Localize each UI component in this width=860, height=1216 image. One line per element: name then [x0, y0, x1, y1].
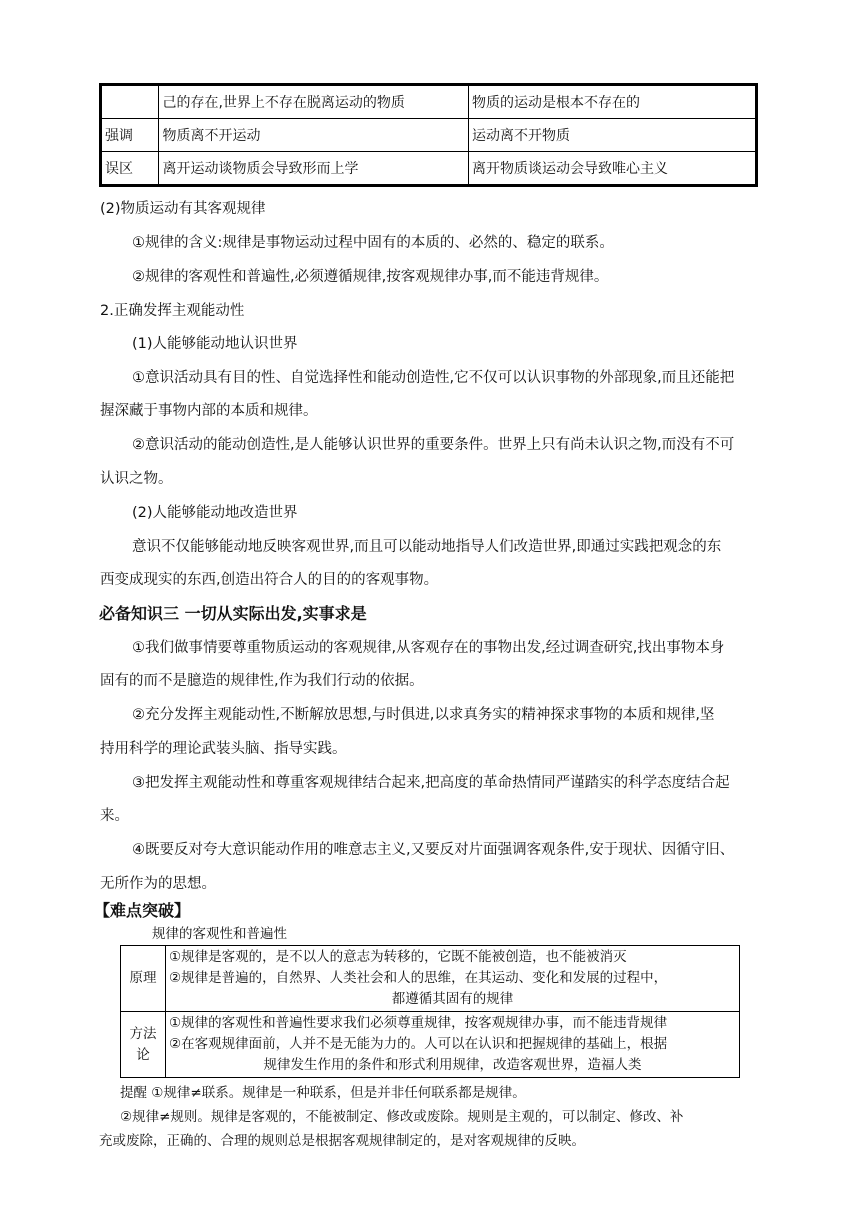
section-heading: 必备知识三 一切从实际出发,实事求是 [99, 604, 367, 623]
paragraph: 固有的而不是臆造的规律性,作为我们行动的依据。 [100, 673, 424, 689]
law-table [120, 945, 740, 1078]
comparison-table [99, 83, 758, 187]
table-cell-label [121, 1012, 166, 1078]
paragraph: 西变成现实的东西,创造出符合人的目的的客观事物。 [100, 572, 439, 588]
paragraph: 持用科学的理论武装头脑、指导实践。 [100, 741, 347, 757]
table-row [121, 1012, 740, 1078]
remind-line: 充或废除，正确的、合理的规则总是根据客观规律制定的，是对客观规律的反映。 [99, 1133, 585, 1149]
method-line: ②在客观规律面前，人并不是无能为力的。人可以在认识和把握规律的基础上，根据 [169, 1036, 668, 1052]
table-cell-label [121, 946, 166, 1012]
method-line: ①规律的客观性和普遍性要求我们必须尊重规律，按客观规律办事，而不能违背规律 [169, 1015, 668, 1031]
paragraph: ①我们做事情要尊重物质运动的客观规律,从客观存在的事物出发,经过调查研究,找出事物本身 [132, 640, 725, 656]
table-caption: 规律的客观性和普遍性 [152, 926, 287, 942]
table-row [101, 119, 757, 152]
paragraph: 握深藏于事物内部的本质和规律。 [100, 403, 318, 419]
subsection-title: (2)人能够能动地改造世界 [132, 505, 298, 521]
method-label: 论 [136, 1046, 150, 1063]
section-title: (2)物质运动有其客观规律 [100, 201, 266, 217]
method-label: 方法 [129, 1025, 157, 1042]
table-cell-label [101, 85, 159, 119]
section-title: 2.正确发挥主观能动性 [100, 303, 245, 319]
principle-line: ②规律是普遍的，自然界、人类社会和人的思维，在其运动、变化和发展的过程中， [169, 970, 668, 986]
table-cell-right: 离开物质谈运动会导致唯心主义 [469, 152, 757, 186]
table-row [121, 946, 740, 1012]
table-cell-label: 误区 [101, 152, 159, 186]
principle-line: ①规律是客观的，是不以人的意志为转移的，它既不能被创造，也不能被消灭 [169, 949, 627, 965]
subsection-title: (1)人能够能动地认识世界 [132, 336, 298, 352]
paragraph: ②充分发挥主观能动性,不断解放思想,与时俱进,以求真务实的精神探求事物的本质和规律,坚 [132, 707, 715, 723]
paragraph: 无所作为的思想。 [100, 876, 216, 892]
paragraph: ④既要反对夸大意识能动作用的唯意志主义,又要反对片面强调客观条件,安于现状、因循守旧、 [132, 842, 735, 858]
table-cell-content [166, 946, 740, 1012]
paragraph: ①规律的含义:规律是事物运动过程中固有的本质的、必然的、稳定的联系。 [132, 235, 614, 251]
principle-label: 原理 [129, 970, 157, 986]
table-cell-right: 运动离不开物质 [469, 119, 757, 152]
paragraph: ②规律的客观性和普遍性,必须遵循规律,按客观规律办事,而不能违背规律。 [132, 269, 609, 285]
paragraph: 意识不仅能够能动地反映客观世界,而且可以能动地指导人们改造世界,即通过实践把观念的东 [132, 539, 722, 555]
paragraph: ①意识活动具有目的性、自觉选择性和能动创造性,它不仅可以认识事物的外部现象,而且还能把 [132, 370, 735, 386]
method-line: 规律发生作用的条件和形式利用规律，改造客观世界，造福人类 [263, 1057, 642, 1073]
remind-line: ②规律≠规则。规律是客观的，不能被制定、修改或废除。规则是主观的，可以制定、修改、补 [120, 1109, 684, 1125]
table-row [101, 152, 757, 186]
principle-line: 都遵循其固有的规律 [391, 991, 514, 1007]
paragraph: 来。 [100, 808, 129, 824]
table-cell-left: 物质离不开运动 [159, 119, 469, 152]
remind-line: 提醒 ①规律≠联系。规律是一种联系，但是并非任何联系都是规律。 [120, 1085, 526, 1101]
table-cell-right: 物质的运动是根本不存在的 [469, 85, 757, 119]
table-cell-left: 己的存在,世界上不存在脱离运动的物质 [159, 85, 469, 119]
table-cell-content [166, 1012, 740, 1078]
paragraph: ③把发挥主观能动性和尊重客观规律结合起来,把高度的革命热情同严谨踏实的科学态度结合起 [132, 775, 730, 791]
table-cell-label: 强调 [101, 119, 159, 152]
paragraph: 认识之物。 [100, 471, 173, 487]
table-cell-left: 离开运动谈物质会导致形而上学 [159, 152, 469, 186]
difficulty-heading: 【难点突破】 [94, 901, 191, 920]
paragraph: ②意识活动的能动创造性,是人能够认识世界的重要条件。世界上只有尚未认识之物,而没有不可 [132, 437, 735, 453]
table-row [101, 85, 757, 119]
